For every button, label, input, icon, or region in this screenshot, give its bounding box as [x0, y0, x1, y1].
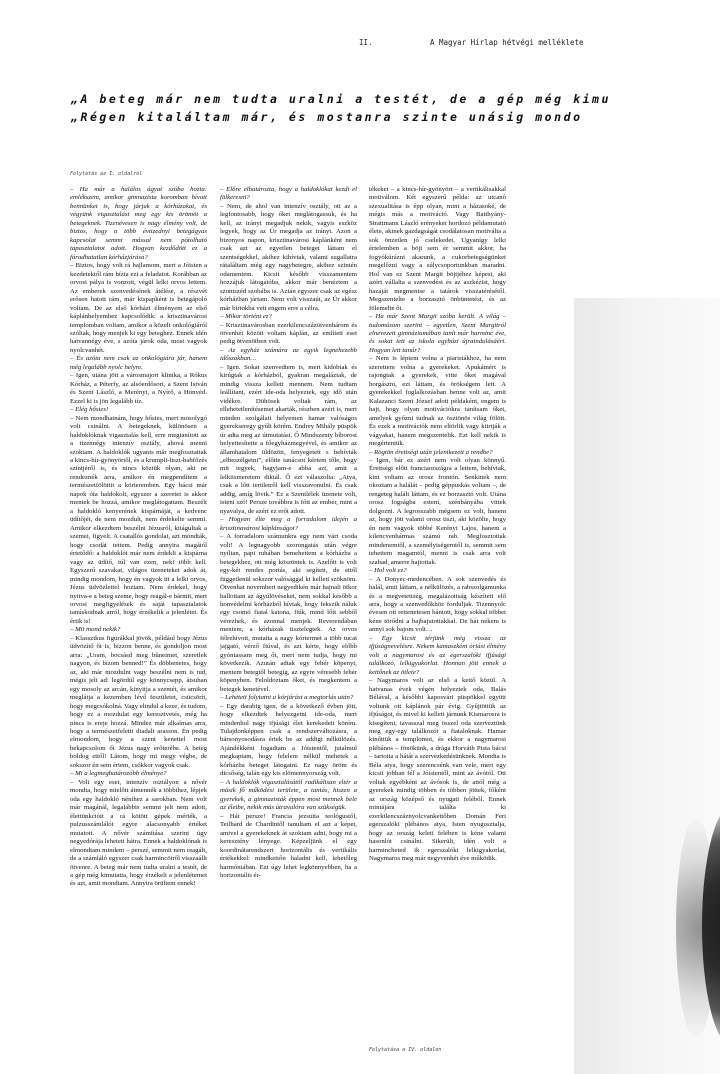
interview-question: – Az egyház számára az egyik legnehezebb időszakban…	[220, 346, 357, 363]
interview-answer: – Klasszikus figurákkal jövök, például hogy Jézus üdvözítő őt is, bízzon benne, és gondoljon most arra: „Uram, bocsásd meg bűneimet, szeretlek nagyon, és bízom benned!” És döbbenetes, hogy az, aki már mozdulni vagy beszélni nem is tud, mégis jelt ad: legördül egy könnycsepp, átsuhan egy mosoly az arcán, kinyitja a szemét, és amikor meglátja a kezemben lévő feszületet, csücsörít, hogy megcsókolná. Vagy elindul a keze, és tudom, hogy ez a mozdulat egy keresztvetés, még ha nincs is ereje hozzá. Mindez már alkalmas arra, hogy a természetfeletti diadalt arasson. Én pedig elmondom, hogy a szent kenettel most bekapcsolom őt Jézus nagy erőterébe. A beteg boldog ettől! Látom, hogy mi megy végbe, de sokszor én sem értem, csókkor vagyok csak.	[70, 634, 207, 769]
interview-question: – Rögtön érettségi után jelentkezett a rendbe?	[369, 448, 493, 456]
portrait-photo	[574, 298, 720, 1074]
pull-quote-line-2: „Régen kitaláltam már, és mostanra szinte unásig mondo	[71, 110, 583, 124]
interview-question: – Hogyan élte meg a forradalom idején a krisztinavárosi káplánságot?	[220, 516, 357, 532]
interview-question: – Mikor történt ez?	[220, 313, 272, 321]
interview-answer: – Egy darabig igen, de a következő évben jött, hogy elkezdtek helyezgetni ide-oda, mert mindenhol nagy ifjúsági élet kerekedett körém. Tulajdonképpen csak a rendszerváltozásra, a bársonyosodásra értek be az addigi nélkülözés. Ajándékként fogadtam a Jóistentől, jutalmul megkaptam, hogy felelem nélkül mehetek a kórházba beteget látogatni. Ez nagy öröm és dicsőség, talán egy kis elömennyország volt.	[220, 702, 357, 778]
interview-answer: – A forradalom számunkra egy nem várt csoda volt! A legnagyobb szorongatás után végre nyíltan, papi ruhában bemehettem a kórházba a betegekhez, ott még köszöntek is. Azelőtt is volt egy-két rendes portás, aki segített, de ettől függetlenül sokszor valósággal ki kellett szöknöm. Ötvenhat novemberi negyedikén már hajnali ötkor hallottam az ágyúlövéseket, nem sokkal később a honvédelmi kórházból hívtak, hogy fekszik náluk egy csomó fiatal katona, fiúk, mind lőtt sebből vérezhek, és azonnal menjek. Reverendában mentem, a kórházak tisztelegtek. Az orvos félrehívott, mutatta a nagy kórtermet a több tucat jajgató, vérző fiúval, és azt kérte, hogy előbb gyóntassam meg őt, mert nem tudja, hogy mi következik. Azután adtak egy fehér köpenyt, mentem betegtől betegig, az egyre véresebb fehér köpenyben. Feloldoztam őket, és megkentem a betegek kenetével.	[220, 533, 357, 693]
page-number: II.	[359, 38, 373, 47]
interview-question: – Hol volt ez?	[369, 567, 407, 575]
continued-from-note: Folytatás az I. oldalról	[70, 171, 143, 177]
interview-question: – Elég hősies!	[70, 406, 109, 414]
interview-question: – Előre elhatározta, hogy a haldoklókat kezdi el fölkeresni?	[220, 186, 357, 202]
interview-answer: – Igen. Sokat szenvedtem is, mert kidobtak és kirúgtak a kórházból, gyakran megaláztak, de mindig vissza kellett mennem. Nem tudtam leállítani, ezért ide-oda helyeztek, egy idő után vidékre. Dühösek voltak rám, az ellehetetlenítésemet akarták, részben azért is, mert minden szolgálati helyemen hamar valóságos gyerekseregy gyűlt körém. Endrey Mihály püspök úr adta meg az útmutatást. Ő Mindszenty bíborost helyettesítette a főegyházmegyével, és amikor az államhatalom üldözött, fenyegetett s behívták „elbeszélgetni”, előtte tanácsot kértem tőle, hogy mit tegyek, hagyjam-e abba azt, amit a lelkiismeretem diktál. Ő ezt válaszolta: „Atya, csak a lőtt területről kell visszavonulni. És csak addig, amíg lövik.” Ez a Szentlélek üzenete volt, isteni szó! Persze továbbra is főtt az ember, mint a nyavalya, de azért ez erőt adott.	[220, 363, 357, 515]
page-header	[0, 38, 720, 52]
interview-answer: – Hát persze! Francia jezsuita teológustól, Teilhard de Chardintől tanultam el azt a képet, amivel a gyerekeknek át szoktam adni, hogy mi a keresztény lényege. Képzeljünk el egy koordinátarendszert horizontális és vertikális értékekkel: mindkettőn haladni kell, lehetőleg harmóniában. Ezt úgy lehet legkönnyebben, ha a horizontális ér-	[220, 812, 357, 879]
interview-question: – Ha már Szent Margit szóba került. A világ – tudomásom szerint – egyetlen, Szent Margitról elnevezett gimnáziumában tanít már harminc éve, és sokat tett az iskola egyházi újraindulásáért. Hogyan lett tanár?	[369, 313, 506, 354]
interview-question: – Lehetett folytatni a kórjárást a megtorlás után?	[220, 694, 354, 702]
interview-answer: – Nem mondhatnám, hogy hősies, mert mosolygó volt csinálni. A betegeknek, különösen a haldoklóknak vigasztalás kell, erre megtanított az a tizennégy intenzív osztály, ahová menni szoktam. A haldoklók ugyanis már megfosztattak a kincs-hír-gyönyörtől, és a krumpli-liszt-babfőzés szintjéről is, és nincs köztük olyan, aki ne rendeznék arra, amikor én megpendítem a természetfölöttit a körteremben. Egy bácsi már napok óta haldokolt, egyszer a szeretet is akkor mentek be hozzá, amikor meglátogattam. Beszélt a haldokló kenyerének kispárnáját, a kedvenc üdítőjét, de nem mozdult, nem érdekelte semmi. Amikor elkezdtem beszélni Jézusról, kitágultak a szemei, figyelt. A csatallós gondolat, azt mondták, hogy csodát tettem. Pedig annyira magától értetődő: a haldoklót már nem érdekli a kispárna vagy az üdítő, túl van ezen, neki több kell. Egyszerű szavakat, világos üzeneteket adok át, mindig mondom, hogy én vagyok itt a lelki orvos, Jézus üdvözlettel hoztam. Nem érdekel, hogy nyitva-e a beteg szeme, hogy reagál-e bármit, mert orvosi megfigyelések és saját tapasztalatok tanúskodnak arról, hogy érzékelik a jelenlétet. És értik is!	[70, 414, 208, 625]
interview-question: – És azóta nem csak az onkológiára jár, hanem még legalább nyolc helyre.	[70, 355, 207, 371]
interview-question: – Ha már a halálos ágyat szóba hozta: emlékszem, amikor gimnazista koromban hívott bennünket is, hogy járjuk a kórházakat, és végyünk vigasztalást meg egy kis örömöt a betegeknek. Tizenévesen is nagy élmény volt, de biztos, hogy a több évtizednyi betegágyas kapcsolat semmi mással nem pótolható tapasztalatot adott. Hogyan kezdődött ez a fáradhatatlan kórházjárása?	[70, 186, 207, 261]
article-column-3	[369, 186, 506, 864]
interview-answer: – Krisztinavárosban ezerkilencszázötvenhárom és ötvenhét között voltam káplán, az említett eset pedig ötvenötben volt.	[220, 321, 357, 346]
interview-question: – A haldoklók vigasztalásától radikálisan eltér a másik fő működési területe, a tantás, hiszen a gyerekek, a gimnazisták éppen most mennek bele az életbe, nekik más útravalóra van szükségük.	[220, 778, 357, 812]
interview-answer: – A Donyec-medencében. A sok szenvedés és halál, amit láttam, a nélkülözés, a rabszolgamunka és a megvetettség, megalázottság készített elő arra, hogy a szenvedőkhöz forduljak. Tizennyolc évesen ott rettenetesen bántott, hogy sokkal többet kéne törődni a bajbajutottakkal. De hát nekem is annyi sok bajom volt…	[369, 575, 506, 634]
pull-quote-line-1: „A beteg már nem tudta uralni a testét, de a gép még kimu	[71, 92, 611, 106]
interview-answer: – Igen, utána jött a városmajori klinika, a Rókus Kórház, a Péterfy, az alsóerdősori, a Szent István és Szent László, a Merényi, a Nyírő, a Honvéd. Ezzel ki is jön legalább tíz.	[70, 372, 207, 405]
interview-answer: – Igen, bár ez azért nem volt olyan könnyű. Érettségi előtt franciaországra a lettem, behívtak, kint voltam az orosz frontón. Senkinek nem okoztam a halálát – pedig géppuskás voltam –, de rengeteg halált láttam, és ez borzasztó volt. Utána orosz fogságba estem, szénbányába vittek dolgozni. A legrosszabb mégsem ez volt, hanem az, hogy jött valami orosz tiszt, aki közölte, hogy én nem vagyok többé Kerényi Lajos, hanem a kilencvenhármas számú rab. Megfosztottak mindenemtől, a személyiségemtől is, semmit sem tehettem magamtól, menni is csak arra volt szabad, amerre hajtottak.	[369, 457, 506, 566]
interview-question: – Egy kicsit térjünk még vissza az ifjúságnevelésre. Nekem kamaszként óriási élmény volt a nagymarosi és az egerszalóki ifjúsági találkozó, lelkigyakorlat. Honnan jött ennek a kettőnek az ötlete?	[369, 634, 506, 676]
article-column-2	[220, 186, 357, 880]
interview-question: – Mit mond nekik?	[70, 626, 121, 634]
interview-question: – Mi a legmeghatározóbb élménye?	[70, 770, 167, 778]
interview-answer: tékeket – a kincs-hír-gyönyört – a vertikálisakkal motiválom. Két egyszerű példa: az utcanő szexualitása is épp olyan, mint a házasoké, de mégis más a motiváció. Vagy Batthyány-Strattmann László erényeket hordozó példamutató élete, akinek gazdagságát csodálatosan motiválta a sok önzetlen jó cselekedet. Ugyanígy lelki értelemben a böjt sem ér semmit akkor, ha fogyókúrázni akarunk, a cukorbetegségünket megelőzni vagy a súlycsoportunkban maradni. Hol van ez Szent Margit böjtjéhez képest, aki azért vállalta a szenvedést és az aszkézist, hogy hazáját megmentse a tatárok visszatérésétől. Megszentelte a borzasztó önbüntetést, és az fölemelte őt.	[369, 186, 506, 312]
interview-answer: – Nem is léptem volna a piaristákhoz, ha nem szerettem volna a gyerekeket. Apukámért is rajongtak a gyerekek, vitte őket magával horgászni, ezt láttam, és örökségem lett. A gyerekekkel foglalkozásban benne volt az, amit Kalazanci Szent József adott példaként, engem is hajt, hogy olyan motivációkra tanítsam őket, amelyek győzni tudnak az ösztönös világ fölött. És ezek a motivációk nem eltörlik vagy kiirtják a vágyakat, hanem megszentelik. Ezt kell nekik is megérteniük.	[369, 355, 506, 448]
interview-answer: – Nagymaros volt az első a kettő közül. A hatvanas évek végén helyeztek oda, Balás Bélával, a későbbi kaposvári püspökkel együtt voltunk ott káplánok pár évig. Gyűjtöttük az ifjúságot, és mivel ki kellett járnunk Kismarosra is kisegíteni, tavasszal meg összel oda szerveztünk meg egy-egy találkozót a fiataloknak. Hamar kinőttük a templomot, és ekkor a nagymarosi plébános – fönökünk, a drága Horváth Pista bácsi – tartotta a hátát a szervezkedésünknek. Mondta is Béla atya, hogy szerencsénk van vele, mert egy kicsit jobban fél a Jóistentől, mint az ávótól. Ott voltak egyébként az ávósok is, de attól még a gyerekek mindig többen és többen jöttek, főként az ország középső és nyugati feléből. Ennek mintájára találta ki ezerkilencszáznyolcvankettőben Domán Feri egerszalóki plébános atya, Isten nyugosztalja, hogy az ország keleti felében is kéne valami hasonlót csinálni. Sikerült, idén volt a harmincheted ik egerszalóki lelkigyakorlat, Nagymaros meg már negyvenhét éve működik.	[369, 677, 506, 863]
supplement-title: A Magyar Hírlap hétvégi melléklete	[430, 38, 584, 47]
interview-answer: – Nem, de ahol van intenzív osztály, ott az a legfontosabb, hogy őket meglátogassuk, és ha kell, az irányt megadjuk nekik, vagyis eszköz legyek, hogy az Úr megadja az irányt. Azon a bizonyos napon, krisztinavárosi káplánként nem csak azt az egyetlen beteget láttam el szentségekkel, akihez kihívtak, valami sugallatra rátaláltam még egy nagybetegre, akihez szintén odamentem. Kicsit később visszamentem hozzájuk látogatóba, akkor már benéztem a szomszéd szobába is. Aztán egyszer csak az egész kórházban jártam. Nem volt visszaút, az Úr akkor már birtokba vett engem erre a célra.	[220, 202, 357, 312]
article-column-1	[70, 186, 207, 889]
interview-answer: – Biztos, hogy volt rá hajlamom, mert a Jóisten a kezdetektől rám bízta ezt a feladatot. Korábban az orvosi pálya is vonzott, végül lelki orvos lettem. Az emberek szenvedésének átélése, a részvét erősen hatott rám, már kispapként is betegápoló voltam. De az első kórházi élményem az első káplánhelyemhez kapcsolódik: a krisztinavárosi templomban voltam, amikor a közeli onkológiáról szóltak, hogy menjek ki egy beteghez. Ennek idén hatvannégy éve, s azóta járok oda, most vagyok nyolcvanhét.	[70, 262, 207, 354]
interview-answer: – Volt egy eset, intenzív osztályon a nővér mondta, hogy mielőtt átmennék a többihez, lépjek oda egy haldokló nénihez a sarokban. Nem volt már magánál, legalábbis semmi jelt nem adott, élettünkcióit a rá kötött gépek mérték, a pulzusszámlálót egyre alacsonyabb értéket mutatott. A nővér számítása szerint úgy negyedórája lehetett hátra. Ennek a haldoklónak is elmondtam mindent – perszé, semmit nem reagált, de a számláló egyszer csak harmincötről visszaállt ötvenre. A beteg már nem tudta uralni a testét, de a gép még kimutatta, hogy érzékeli a jelenlétemet és azt, amit mondtam. Annyira örültem ennek!	[70, 778, 207, 888]
continued-to-note: Folytatása a IV. oldalon	[369, 1047, 442, 1053]
